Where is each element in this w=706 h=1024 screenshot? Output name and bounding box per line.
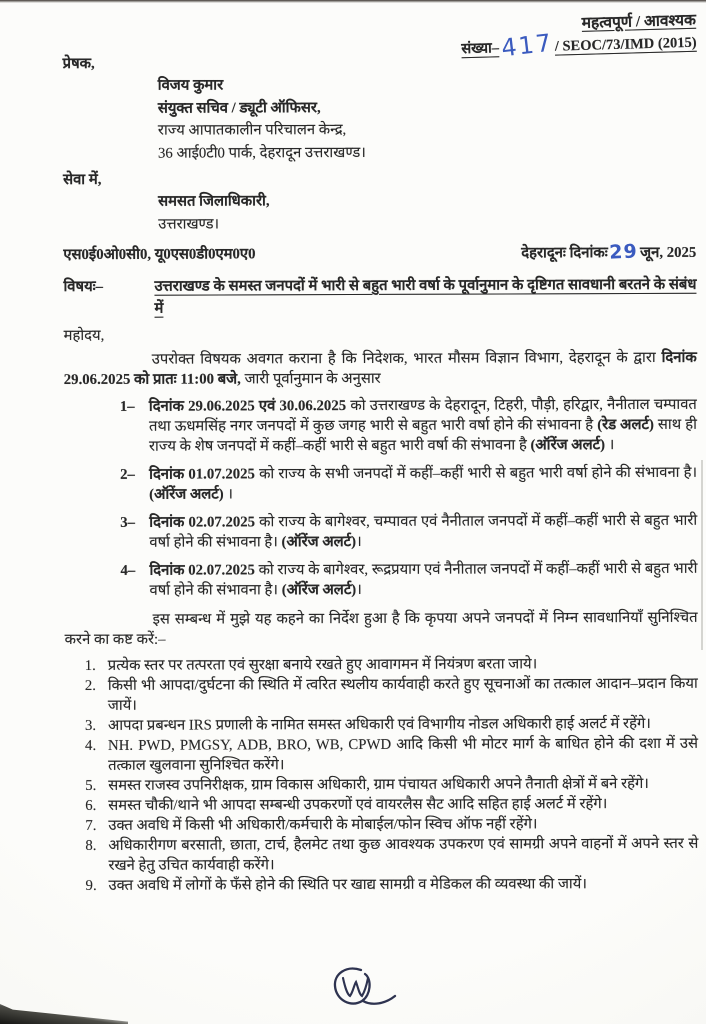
precaution-number: 7.: [85, 817, 97, 834]
subject-row: [63, 274, 696, 320]
precaution-item: [85, 734, 698, 776]
importance-note: महत्वपूर्ण / आवश्यक: [581, 11, 696, 32]
forecast-point-number: 1–: [119, 398, 135, 415]
precaution-number: 1.: [84, 657, 96, 674]
precaution-number: 8.: [85, 837, 97, 854]
precaution-text: NH. PWD, PMGSY, ADB, BRO, WB, CPWD आदि किसी भी मोटर मार्ग के बाधित होने की दशा में उसे तत्काल खुलवाना सुनिश्चित करेंगे।: [108, 735, 699, 774]
subject-text: उत्तराखण्ड के समस्त जनपदों में भारी से बहुत भारी वर्षा के पूर्वानुमान के दृष्टिगत सावधानी बरतने के संबंध में: [154, 276, 697, 317]
precaution-item: [85, 814, 698, 836]
place-date-label: देहरादूनः दिनांकः: [521, 245, 608, 262]
recipient-block: [158, 189, 696, 236]
office-code: एस0ई0ओ0सी0, यू0एस0डी0एम0ए0: [63, 246, 256, 264]
precaution-item: [85, 794, 698, 816]
recipient-label: सेवा में,: [63, 171, 102, 189]
precautions-list: [85, 654, 699, 896]
sender-label: प्रेषक,: [62, 55, 95, 73]
directive-paragraph: इस सम्बन्ध में मुझे यह कहने का निर्देश हुआ है कि कृपया अपने जनपदों में निम्न सावधानियॉं सुनिश्चित करने का कष्ट करें:–: [64, 609, 698, 649]
forecast-point: [120, 395, 697, 457]
intro-paragraph: उपरोक्त विषयक अवगत कराना है कि निदेशक, भारत मौसम विज्ञान विभाग, देहरादून के द्वारा दिनांक 29.06.2025 को प्रातः 11:00 बजे, जारी पूर्वानुमान के अनुसार: [63, 349, 697, 389]
forecast-point-number: 4–: [120, 562, 136, 579]
sender-designation: संयुक्त सचिव / ड्यूटी ऑफिसर,: [157, 99, 321, 117]
precaution-text: उक्त अवधि में किसी भी अधिकारी/कर्मचारी के मोबाईल/फोन स्विच ऑफ नहीं रहेंगे।: [108, 816, 538, 834]
reference-row: [63, 240, 697, 265]
precaution-number: 3.: [84, 717, 97, 734]
forecast-point-number: 2–: [120, 466, 135, 483]
sender-office: राज्य आपातकालीन परिचालन केन्द्र,: [157, 122, 347, 139]
forecast-point: [120, 559, 697, 601]
sender-address: 36 आई0टी0 पार्क, देहरादून उत्तराखण्ड।: [157, 144, 366, 162]
sender-block: [158, 73, 696, 165]
handwritten-letter-number: 417: [499, 28, 554, 63]
scan-shadow-corner: [0, 1004, 128, 1024]
precaution-number: 6.: [85, 797, 97, 814]
signature-squiggle-icon: [327, 963, 405, 1015]
sender-name: विजय कुमार: [157, 77, 224, 94]
precaution-item: [85, 714, 698, 736]
precaution-item: [85, 774, 698, 796]
recipient-region: उत्तराखण्ड।: [158, 215, 220, 233]
salutation: महोदय,: [63, 327, 105, 345]
forecast-point-text: दिनांक 01.07.2025 को राज्य के सभी जनपदों में कहीं–कहीं भारी से बहुत भारी वर्षा होने की संभावना है। (ऑरेंज अलर्ट) ।: [149, 464, 698, 503]
date-suffix: जून, 2025: [640, 244, 697, 261]
precaution-text: आपदा प्रबन्धन IRS प्रणाली के नामित समस्त अधिकारी एवं विभागीय नोडल अधिकारी हाई अलर्ट में रहेंगे।: [107, 715, 651, 734]
letter-number-label: संख्या–: [460, 40, 499, 58]
forecast-point-number: 3–: [120, 514, 136, 531]
forecast-points-list: [120, 395, 698, 601]
forecast-point-text: दिनांक 02.07.2025 को राज्य के बागेश्वर, चम्पावत एवं नैनीताल जनपदों में कहीं–कहीं भारी से बहुत भारी वर्षा होने की संभावना है। (ऑरेंज अलर्ट)।: [149, 512, 698, 551]
precaution-number: 5.: [85, 777, 97, 794]
forecast-point: [120, 511, 697, 553]
precaution-text: अधिकारीगण बरसाती, छाता, टार्च, हैलमेट तथा कुछ आवश्यक उपकरण एवं सामग्री अपने वाहनों में अपने स्तर से रखने हेतु उचित कार्यवाही करेंगे।: [108, 835, 699, 874]
precaution-text: समस्त चौकी/थाने भी आपदा सम्बन्धी उपकरणों एवं वायरलैस सैट आदि सहित हाई अलर्ट में रहेंगे।: [108, 796, 608, 814]
precaution-text: किसी भी आपदा/दुर्घटना की स्थिति में त्वरित स्थलीय कार्यवाही करते हुए सूचनाओं का तत्काल आदान–प्रदान किया जायें।: [107, 675, 698, 714]
subject-label: विषयः–: [63, 278, 104, 296]
letter-number-suffix: / SEOC/73/IMD (2015): [554, 34, 697, 55]
precaution-item: [85, 654, 698, 676]
signature-mark: [327, 963, 405, 1021]
precaution-item: [85, 674, 698, 716]
handwritten-date: 29: [609, 240, 639, 264]
forecast-point-text: दिनांक 02.07.2025 को राज्य के बागेश्वर, रूद्रप्रयाग एवं नैनीताल जनपदों में कहीं–कहीं भारी से बहुत भारी वर्षा होने की संभावना है। (ऑरेंज अलर्ट)।: [149, 560, 698, 599]
precaution-item: [85, 874, 698, 896]
precaution-number: 4.: [85, 737, 97, 754]
precaution-number: 2.: [84, 677, 96, 694]
precaution-item: [85, 834, 698, 876]
precaution-number: 9.: [85, 877, 97, 894]
forecast-point-text: दिनांक 29.06.2025 एवं 30.06.2025 को उत्तराखण्ड के देहरादून, टिहरी, पौड़ी, हरिद्वार, नैनीताल चम्पावत तथा ऊधमसिंह नगर जनपदों में कुछ जगह भारी से बहुत भारी वर्षा होने की संभावना है (रेड अलर्ट) साथ ही राज्य के शेष जनपदों में कहीं–कहीं भारी से बहुत भारी वर्षा की संभावना है (ऑरेंज अलर्ट) ।: [148, 396, 697, 455]
precaution-text: उक्त अवधि में लोगों के फँसे होने की स्थिति पर खाद्य सामग्री व मेडिकल की व्यवस्था की जायें।: [108, 876, 587, 894]
precaution-text: समस्त राजस्व उपनिरीक्षक, ग्राम विकास अधिकारी, ग्राम पंचायत अधिकारी अपने तैनाती क्षेत्रों में बने रहेंगे।: [108, 775, 649, 794]
precaution-text: प्रत्येक स्तर पर तत्परता एवं सुरक्षा बनाये रखते हुए आवागमन में नियंत्रण बरता जाये।: [107, 656, 538, 674]
recipient-to: समसत जिलाधिकारी,: [158, 193, 270, 210]
forecast-point: [120, 463, 697, 505]
place-and-date: [521, 240, 697, 264]
